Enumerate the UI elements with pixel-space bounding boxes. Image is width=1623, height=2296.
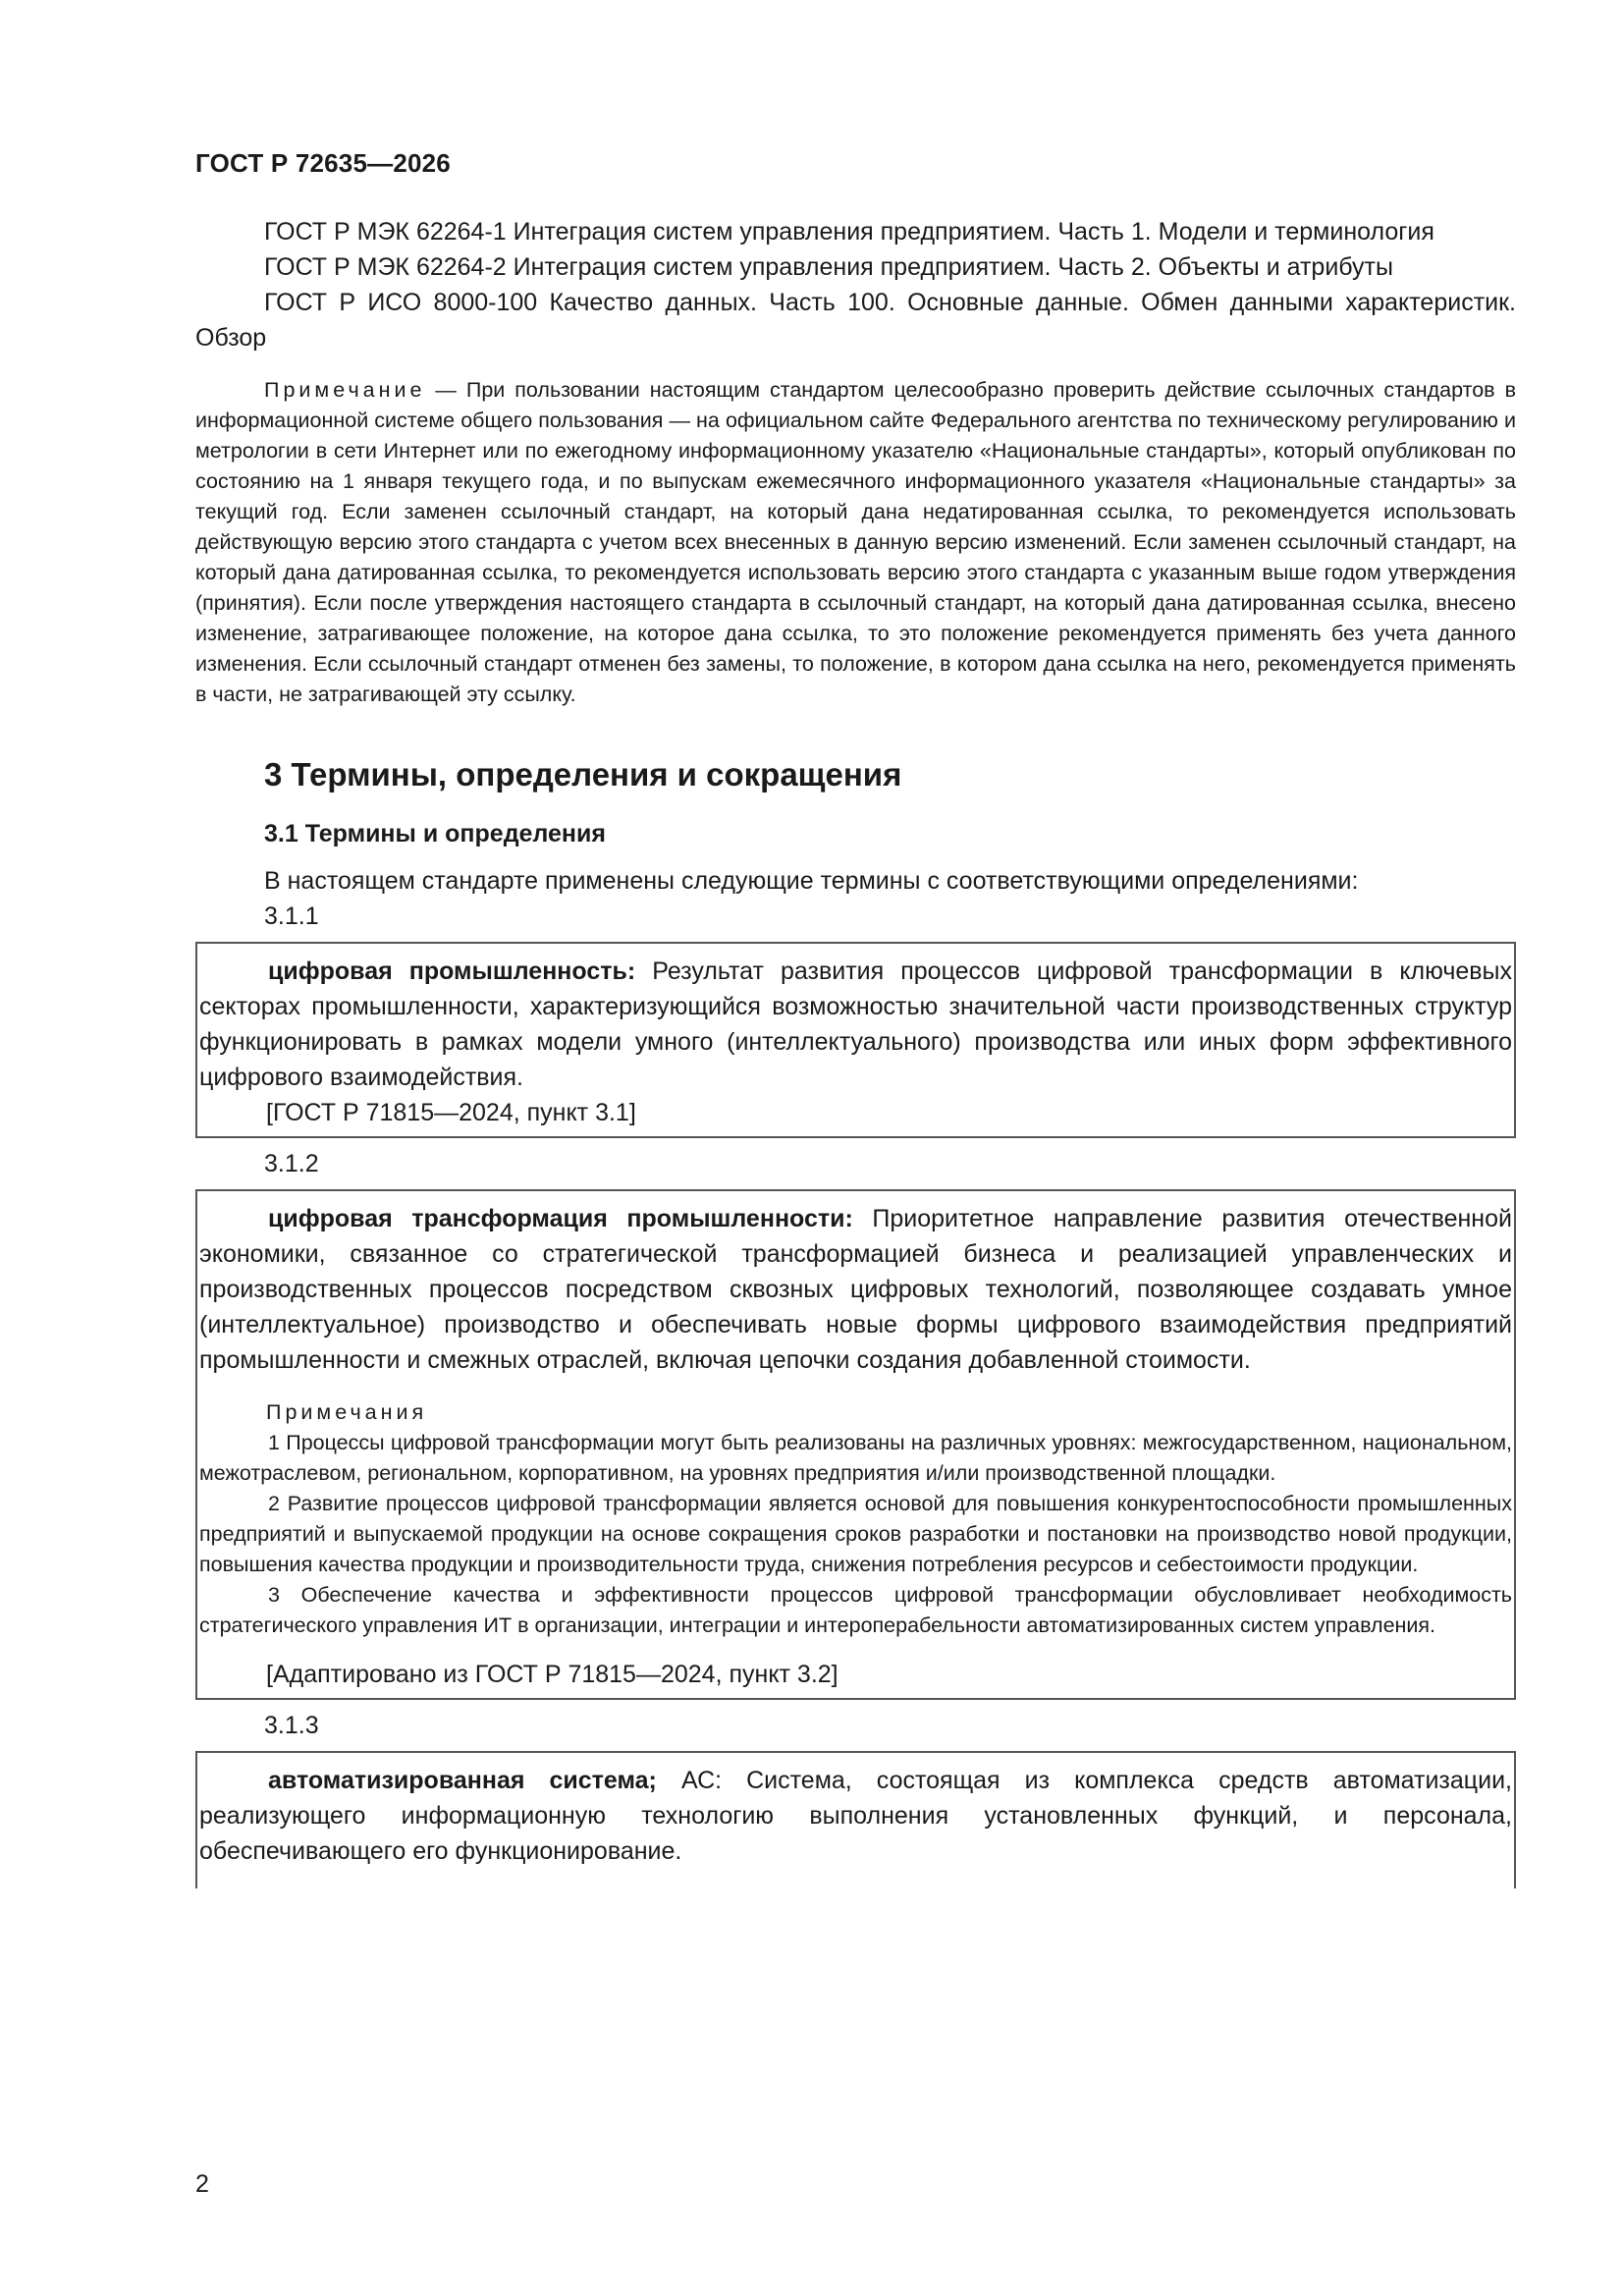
term-name: автоматизированная система; — [268, 1767, 657, 1794]
term-number: 3.1.3 — [264, 1712, 319, 1739]
term-definition — [197, 1201, 1514, 1378]
section-title: 3 Термины, определения и сокращения — [264, 756, 902, 793]
note-text: — При пользовании настоящим стандартом целесообразно проверить действие ссылочных стандартов в информационной системе общего пользования — на официальном сайте Федерального агентства по техническому регулированию и метрологии в сети Интернет или по ежегодному информационному указателю «Национальные стандарты», который опубликован по состоянию на 1 января текущего года, и по выпускам ежемесячного информационного указателя «Национальные стандарты» за текущий год. Если заменен ссылочный стандарт, на который дана недатированная ссылка, то рекомендуется использовать действующую версию этого стандарта с учетом всех внесенных в данную версию изменений. Если заменен ссылочный стандарт, на который дана датированная ссылка, то рекомендуется использовать версию этого стандарта с указанным выше годом утверждения (принятия). Если после утверждения настоящего стандарта в ссылочный стандарт, на который дана датированная ссылка, внесено изменение, затрагивающее положение, на которое дана ссылка, то это положение рекомендуется применять без учета данного изменения. Если ссылочный стандарт отменен без замены, то положение, в котором дана ссылка на него, рекомендуется применять в части, не затрагивающей эту ссылку. — [195, 378, 1516, 706]
term-notes-label: Примечания — [266, 1400, 428, 1424]
term-definition — [197, 1763, 1514, 1869]
term-number: 3.1.1 — [264, 902, 319, 930]
term-note: 1 Процессы цифровой трансформации могут быть реализованы на различных уровнях: межгосударственном, национальном, межотраслевом, региональном, корпоративном, на уровнях предприятия и/или производственной площадки. — [199, 1431, 1512, 1485]
reference-item: ГОСТ Р ИСО 8000-100 Качество данных. Часть 100. Основные данные. Обмен данными характеристик. Обзор — [195, 289, 1516, 352]
term-name: цифровая трансформация промышленности: — [268, 1205, 853, 1232]
term-definition-text: Приоритетное направление развития отечественной экономики, связанное со стратегической трансформацией бизнеса и реализацией управленческих и производственных процессов посредством сквозных цифровых технологий, позволяющее создавать умное (интеллектуальное) производство и обеспечивать новые формы цифрового взаимодействия предприятий промышленности и смежных отраслей, включая цепочки создания добавленной стоимости. — [199, 1205, 1512, 1374]
term-name: цифровая промышленность: — [268, 957, 636, 985]
term-definition — [197, 954, 1514, 1095]
term-source: [Адаптировано из ГОСТ Р 71815—2024, пункт 3.2] — [266, 1661, 839, 1688]
document-id: ГОСТ Р 72635—2026 — [195, 148, 451, 178]
term-definition-text: АС: Система, состоящая из комплекса средств автоматизации, реализующего информационную технологию выполнения установленных функций, и персонала, обеспечивающего его функционирование. — [199, 1767, 1512, 1865]
term-box — [195, 942, 1516, 1138]
subsection-title: 3.1 Термины и определения — [264, 820, 606, 847]
reference-item: ГОСТ Р МЭК 62264-1 Интеграция систем управления предприятием. Часть 1. Модели и терминология — [264, 218, 1434, 246]
term-note: 3 Обеспечение качества и эффективности процессов цифровой трансформации обусловливает необходимость стратегического управления ИТ в организации, интеграции и интероперабельности автоматизированных систем управления. — [199, 1583, 1512, 1637]
term-number: 3.1.2 — [264, 1150, 319, 1177]
term-box — [195, 1189, 1516, 1700]
reference-item: ГОСТ Р МЭК 62264-2 Интеграция систем управления предприятием. Часть 2. Объекты и атрибуты — [264, 253, 1393, 281]
term-box — [195, 1751, 1516, 1888]
term-note: 2 Развитие процессов цифровой трансформации является основой для повышения конкурентоспособности промышленных предприятий и выпускаемой продукции на основе сокращения сроков разработки и постановки на производство новой продукции, повышения качества продукции и производительности труда, снижения потребления ресурсов и себестоимости продукции. — [199, 1492, 1512, 1576]
page-number: 2 — [195, 2170, 209, 2198]
term-source: [ГОСТ Р 71815—2024, пункт 3.1] — [266, 1099, 636, 1126]
note-label: Примечание — [264, 378, 426, 402]
section-intro: В настоящем стандарте применены следующие термины с соответствующими определениями: — [264, 867, 1359, 895]
page-content — [195, 214, 1516, 1896]
term-definition-text: Результат развития процессов цифровой трансформации в ключевых секторах промышленности, характеризующийся возможностью значительной части производственных структур функционировать в рамках модели умного (интеллектуального) производства или иных форм эффективного цифрового взаимодействия. — [199, 957, 1513, 1091]
reference-note — [195, 375, 1516, 710]
